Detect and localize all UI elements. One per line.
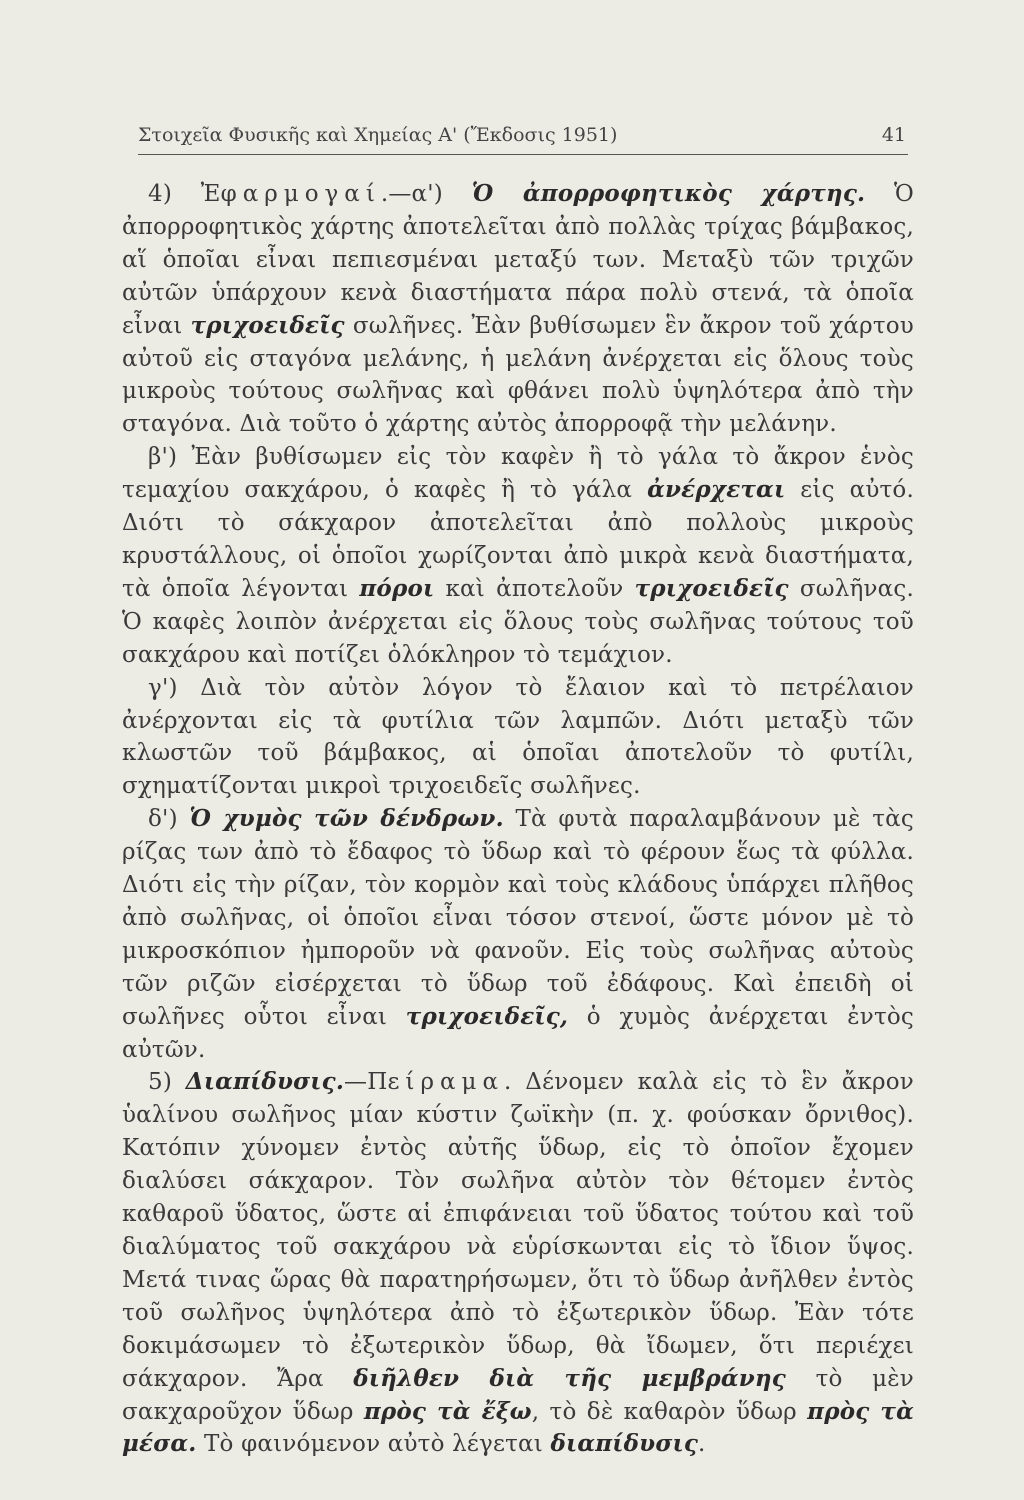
- page-number: 41: [881, 124, 906, 146]
- heading-tree-sap: Ὁ χυμὸς τῶν δένδρων.: [189, 805, 504, 833]
- running-title: Στοιχεῖα Φυσικῆς καὶ Χημείας Α' (Ἔκδοσις 1951): [138, 124, 618, 146]
- page-header: [138, 124, 906, 146]
- paragraph-applications: 4) Ἐφαρμογαί.—α') Ὁ ἀπορροφητικὸς χάρτης. Ὁ ἀπορροφητικὸς χάρτης ἀποτελεῖται ἀπὸ πολλὰς τρίχας βάμβακος, αἵ ὁποῖαι εἶναι πεπιεσμέναι μεταξύ των. Μεταξὺ τῶν τριχῶν αὐτῶν ὑπάρχουν κενὰ διαστήματα πάρα πολὺ στενά, τὰ ὁποῖα εἶναι τριχοειδεῖς σωλῆνες. Ἐὰν βυθίσωμεν ἓν ἄκρον τοῦ χάρτου αὐτοῦ εἰς σταγόνα μελάνης, ἡ μελάνη ἀνέρχεται εἰς ὅλους τοὺς μικροὺς τούτους σωλῆνας καὶ φθάνει πολὺ ὑψηλότερα ἀπὸ τὴν σταγόνα. Διὰ τοῦτο ὁ χάρτης αὐτὸς ἀπορροφᾷ τὴν μελάνην.: [122, 180, 914, 438]
- paragraph-sugar: β') Ἐὰν βυθίσωμεν εἰς τὸν καφὲν ἢ τὸ γάλα τὸ ἄκρον ἑνὸς τεμαχίου σακχάρου, ὁ καφὲς ἢ τὸ γάλα ἀνέρχεται εἰς αὐτό. Διότι τὸ σάκχαρον ἀποτελεῖται ἀπὸ πολλοὺς μικροὺς κρυστάλλους, οἱ ὁποῖοι χωρίζονται ἀπὸ μικρὰ κενὰ διαστήματα, τὰ ὁποῖα λέγονται πόροι καὶ ἀποτελοῦν τριχοειδεῖς σωλῆνας. Ὁ καφὲς λοιπὸν ἀνέρχεται εἰς ὅλους τοὺς σωλῆνας τούτους τοῦ σακχάρου καὶ ποτίζει ὁλόκληρον τὸ τεμάχιον.: [122, 444, 914, 668]
- heading-osmosis: Διαπίδυσις.: [185, 1068, 345, 1096]
- page-body: [122, 178, 914, 1461]
- heading-absorbent-paper: Ὁ ἀπορροφητικὸς χάρτης.: [471, 180, 866, 207]
- header-rule: [138, 154, 908, 155]
- paragraph-osmosis: 5) Διαπίδυσις.—Πείραμα. Δένομεν καλὰ εἰς τὸ ἓν ἄκρον ὑαλίνου σωλῆνος μίαν κύστιν ζωϊκὴν (π. χ. φούσκαν ὄρνιθος). Κατόπιν χύνομεν ἐντὸς αὐτῆς ὕδωρ, εἰς τὸ ὁποῖον ἔχομεν διαλύσει σάκχαρον. Τὸν σωλῆνα αὐτὸν τὸν θέτομεν ἐντὸς καθαροῦ ὕδατος, ὥστε αἱ ἐπιφάνειαι τοῦ ὕδατος τούτου καὶ τοῦ διαλύματος τοῦ σακχάρου νὰ εὑρίσκωνται εἰς τὸ ἴδιον ὕψος. Μετά τινας ὥρας θὰ παρατηρήσωμεν, ὅτι τὸ ὕδωρ ἀνῆλθεν ἐντὸς τοῦ σωλῆνος ὑψηλότερα ἀπὸ τὸ ἐξωτερικὸν ὕδωρ. Ἐὰν τότε δοκιμάσωμεν τὸ ἐξωτερικὸν ὕδωρ, θὰ ἴδωμεν, ὅτι περιέχει σάκχαρον. Ἄρα διῆλθεν διὰ τῆς μεμβράνης τὸ μὲν σακχαροῦχον ὕδωρ πρὸς τὰ ἔξω, τὸ δὲ καθαρὸν ὕδωρ πρὸς τὰ μέσα. Τὸ φαινόμενον αὐτὸ λέγεται διαπίδυσις.: [122, 1068, 914, 1458]
- paragraph-wicks: γ') Διὰ τὸν αὐτὸν λόγον τὸ ἔλαιον καὶ τὸ πετρέλαιον ἀνέρχονται εἰς τὰ φυτίλια τῶν λαμπῶν. Διότι μεταξὺ τῶν κλωστῶν τοῦ βάμβακος, αἱ ὁποῖαι ἀποτελοῦν τὸ φυτίλι, σχηματίζονται μικροὶ τριχοειδεῖς σωλῆνες.: [122, 674, 914, 800]
- paragraph-tree-sap: δ') Ὁ χυμὸς τῶν δένδρων. Τὰ φυτὰ παραλαμβάνουν μὲ τὰς ρίζας των ἀπὸ τὸ ἔδαφος τὸ ὕδωρ καὶ τὸ φέρουν ἕως τὰ φύλλα. Διότι εἰς τὴν ρίζαν, τὸν κορμὸν καὶ τοὺς κλάδους ὑπάρχει πλῆθος ἀπὸ σωλῆνας, οἱ ὁποῖοι εἶναι τόσον στενοί, ὥστε μόνον μὲ τὸ μικροσκόπιον ἠμποροῦν νὰ φανοῦν. Εἰς τοὺς σωλῆνας αὐτοὺς τῶν ριζῶν εἰσέρχεται τὸ ὕδωρ τοῦ ἐδάφους. Καὶ ἐπειδὴ οἱ σωλῆνες οὗτοι εἶναι τριχοειδεῖς, ὁ χυμὸς ἀνέρχεται ἐντὸς αὐτῶν.: [122, 805, 914, 1063]
